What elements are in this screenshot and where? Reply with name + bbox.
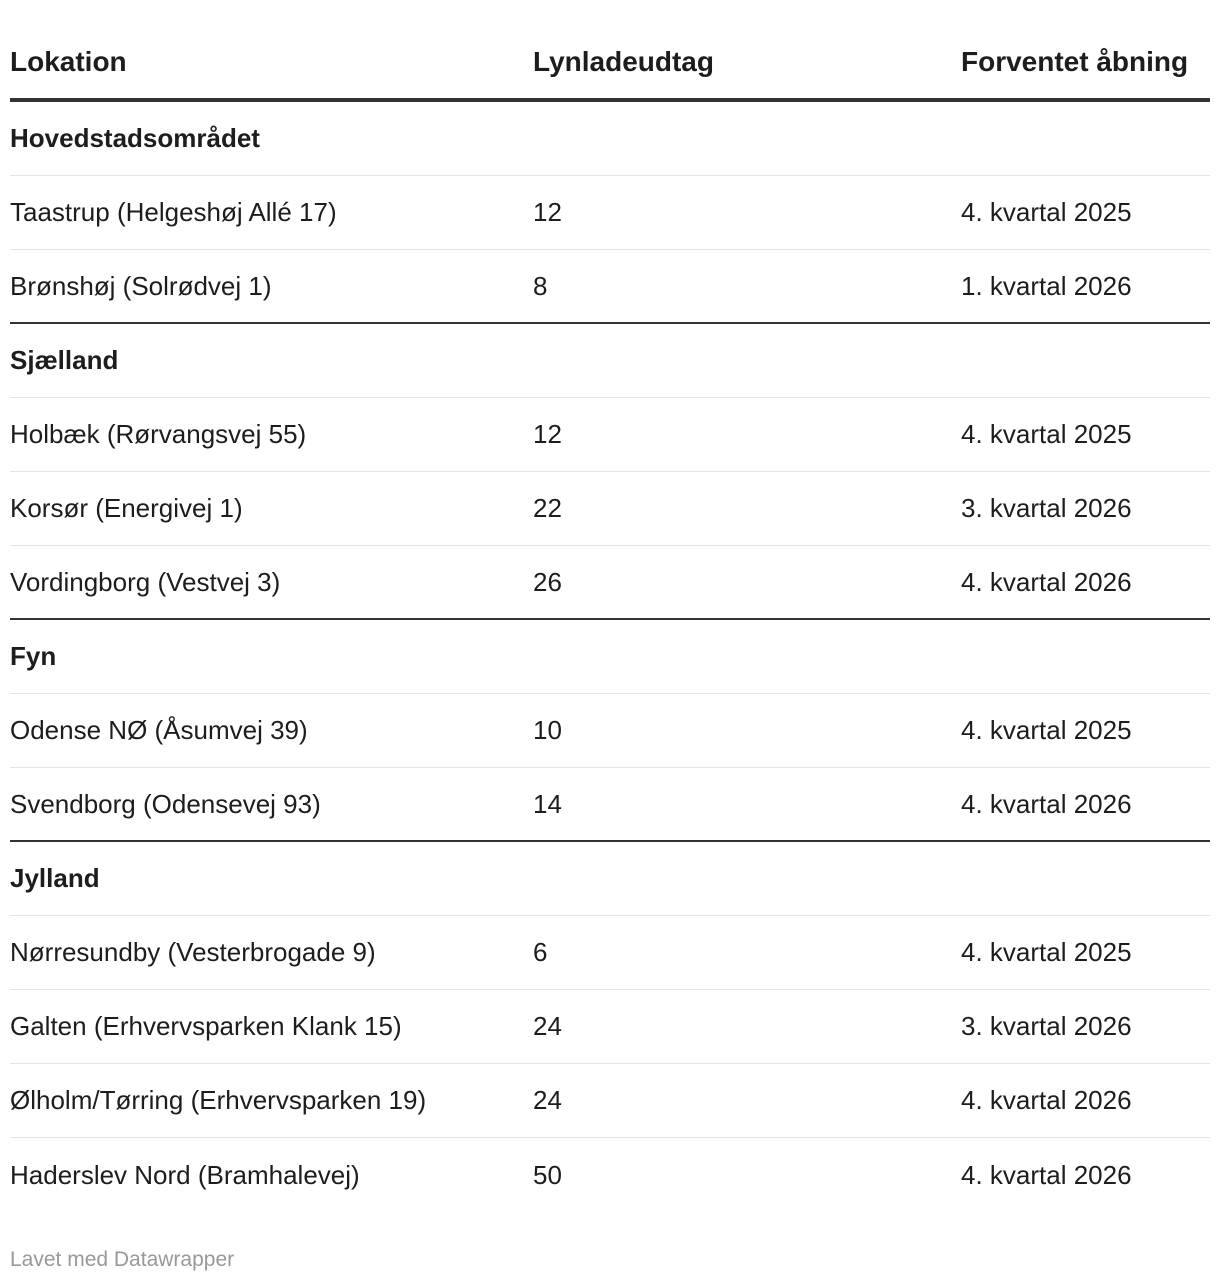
cell-opening: 1. kvartal 2026 (961, 270, 1132, 301)
group-sjaelland (10, 324, 1210, 620)
cell-opening: 4. kvartal 2026 (961, 1085, 1132, 1115)
table-row (10, 1064, 1210, 1138)
cell-chargers: 22 (533, 493, 562, 523)
cell-chargers: 24 (533, 1085, 562, 1115)
table-row (10, 916, 1210, 990)
table-row (10, 546, 1210, 620)
cell-chargers: 10 (533, 715, 562, 745)
cell-opening: 3. kvartal 2026 (961, 493, 1132, 523)
cell-opening: 4. kvartal 2025 (961, 197, 1132, 227)
table-row (10, 1138, 1210, 1212)
cell-location: Haderslev Nord (Bramhalevej) (10, 1159, 360, 1190)
cell-location: Vordingborg (Vestvej 3) (10, 566, 281, 597)
header-chargers[interactable]: Lynladeudtag (533, 46, 714, 77)
cell-opening: 3. kvartal 2026 (961, 1011, 1132, 1041)
cell-opening: 4. kvartal 2025 (961, 715, 1132, 745)
cell-location: Taastrup (Helgeshøj Allé 17) (10, 197, 337, 227)
charging-locations-table (10, 26, 1210, 1212)
header-location[interactable]: Lokation (10, 46, 127, 77)
group-hovedstadsomraadet (10, 102, 1210, 324)
cell-opening: 4. kvartal 2026 (961, 1159, 1132, 1190)
table-row (10, 398, 1210, 472)
cell-chargers: 26 (533, 566, 562, 597)
cell-opening: 4. kvartal 2025 (961, 937, 1132, 967)
header-opening[interactable]: Forventet åbning (961, 46, 1189, 77)
cell-opening: 4. kvartal 2026 (961, 566, 1132, 597)
cell-chargers: 50 (533, 1159, 562, 1190)
table-row (10, 768, 1210, 842)
cell-chargers: 8 (533, 270, 548, 301)
cell-location: Brønshøj (Solrødvej 1) (10, 270, 272, 301)
table-row (10, 694, 1210, 768)
table-header (10, 26, 1210, 102)
cell-chargers: 12 (533, 197, 562, 227)
group-fyn (10, 620, 1210, 842)
cell-location: Nørresundby (Vesterbrogade 9) (10, 937, 376, 967)
cell-location: Galten (Erhvervsparken Klank 15) (10, 1011, 402, 1041)
group-title: Hovedstadsområdet (10, 102, 1210, 176)
group-jylland (10, 842, 1210, 1212)
cell-chargers: 12 (533, 419, 562, 449)
group-title: Fyn (10, 620, 1210, 694)
cell-chargers: 24 (533, 1011, 562, 1041)
cell-location: Korsør (Energivej 1) (10, 493, 243, 523)
cell-location: Holbæk (Rørvangsvej 55) (10, 419, 307, 449)
group-title: Sjælland (10, 324, 1210, 398)
cell-opening: 4. kvartal 2026 (961, 788, 1132, 819)
cell-chargers: 6 (533, 937, 548, 967)
table-row (10, 990, 1210, 1064)
cell-location: Svendborg (Odensevej 93) (10, 788, 321, 819)
table-row (10, 250, 1210, 324)
table-row (10, 176, 1210, 250)
cell-location: Ølholm/Tørring (Erhvervsparken 19) (10, 1085, 427, 1115)
cell-chargers: 14 (533, 788, 562, 819)
cell-location: Odense NØ (Åsumvej 39) (10, 715, 308, 745)
group-title: Jylland (10, 842, 1210, 916)
cell-opening: 4. kvartal 2025 (961, 419, 1132, 449)
table-row (10, 472, 1210, 546)
footer-credit[interactable]: Lavet med Datawrapper (10, 1248, 235, 1271)
